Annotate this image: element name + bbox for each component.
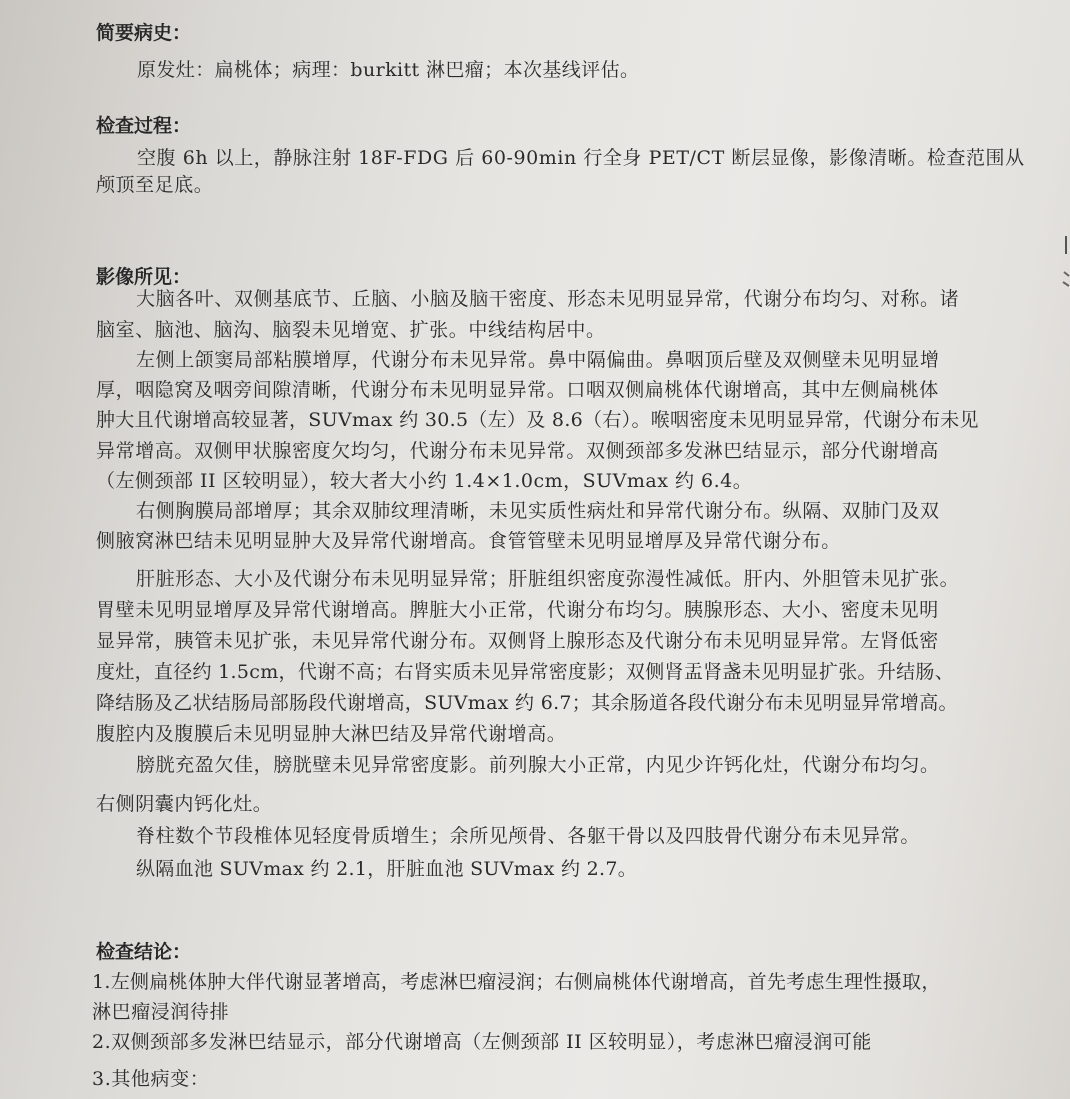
conclusion-line: 1.左侧扁桃体肿大伴代谢显著增高，考虑淋巴瘤浸润；右侧扁桃体代谢增高，首先考虑生理性摄取，: [92, 971, 941, 993]
findings-line: 脑室、脑池、脑沟、脑裂未见增宽、扩张。中线结构居中。: [96, 319, 606, 341]
findings-line: 显异常，胰管未见扩张，未见异常代谢分布。双侧肾上腺形态及代谢分布未见明显异常。左肾低密: [96, 630, 939, 652]
findings-line: 右侧胸膜局部增厚；其余双肺纹理清晰，未见实质性病灶和异常代谢分布。纵隔、双肺门及双: [136, 500, 940, 522]
findings-heading: 影像所见：: [96, 266, 192, 288]
history-heading: 简要病史：: [96, 22, 192, 44]
findings-line: 侧腋窝淋巴结未见明显肿大及异常代谢增高。食管管壁未见明显增厚及异常代谢分布。: [96, 530, 841, 552]
history-text: 原发灶：扁桃体；病理：burkitt 淋巴瘤；本次基线评估。: [137, 59, 640, 81]
conclusion-heading: 检查结论：: [96, 941, 192, 963]
findings-line: 度灶，直径约 1.5cm，代谢不高；右肾实质未见异常密度影；双侧肾盂肾盏未见明显扩张。升结肠、: [96, 661, 955, 683]
findings-line: 左侧上颌窦局部粘膜增厚，代谢分布未见异常。鼻中隔偏曲。鼻咽顶后壁及双侧壁未见明显增: [136, 349, 940, 371]
findings-line: 纵隔血池 SUVmax 约 2.1，肝脏血池 SUVmax 约 2.7。: [136, 858, 638, 880]
findings-line: 腹腔内及腹膜后未见明显肿大淋巴结及异常代谢增高。: [96, 723, 567, 745]
findings-line: 右侧阴囊内钙化灶。: [96, 793, 273, 815]
conclusion-line: 3.其他病变：: [92, 1068, 210, 1090]
procedure-line: 颅顶至足底。: [96, 174, 214, 196]
findings-line: 大脑各叶、双侧基底节、丘脑、小脑及脑干密度、形态未见明显异常，代谢分布均匀、对称。诸: [136, 288, 960, 310]
conclusion-line: 2.双侧颈部多发淋巴结显示，部分代谢增高（左侧颈部 II 区较明显），考虑淋巴瘤浸润可能: [92, 1031, 872, 1053]
findings-line: （左侧颈部 II 区较明显），较大者大小约 1.4×1.0cm，SUVmax 约 6.4。: [96, 470, 753, 492]
findings-line: 膀胱充盈欠佳，膀胱壁未见异常密度影。前列腺大小正常，内见少许钙化灶，代谢分布均匀。: [136, 754, 940, 776]
findings-line: 降结肠及乙状结肠局部肠段代谢增高，SUVmax 约 6.7；其余肠道各段代谢分布未见明显异常增高。: [96, 692, 958, 714]
findings-line: 肝脏形态、大小及代谢分布未见明显异常；肝脏组织密度弥漫性减低。肝内、外胆管未见扩张。: [136, 568, 960, 590]
conclusion-line: 淋巴瘤浸润待排: [92, 1001, 230, 1023]
findings-line: 肿大且代谢增高较显著，SUVmax 约 30.5（左）及 8.6（右）。喉咽密度未见明显异常，代谢分布未见: [96, 409, 979, 431]
findings-line: 厚，咽隐窝及咽旁间隙清晰，代谢分布未见明显异常。口咽双侧扁桃体代谢增高，其中左侧扁桃体: [96, 379, 939, 401]
edge-mark: [1060, 266, 1070, 292]
procedure-line: 空腹 6h 以上，静脉注射 18F-FDG 后 60-90min 行全身 PET/CT 断层显像，影像清晰。检查范围从: [137, 147, 1025, 169]
procedure-heading: 检查过程：: [96, 115, 192, 137]
findings-line: 胃壁未见明显增厚及异常代谢增高。脾脏大小正常，代谢分布均匀。胰腺形态、大小、密度未见明: [96, 599, 939, 621]
edge-mark: [1060, 232, 1070, 258]
findings-line: 脊柱数个节段椎体见轻度骨质增生；余所见颅骨、各躯干骨以及四肢骨代谢分布未见异常。: [136, 825, 921, 847]
findings-line: 异常增高。双侧甲状腺密度欠均匀，代谢分布未见异常。双侧颈部多发淋巴结显示，部分代谢增高: [96, 440, 939, 462]
